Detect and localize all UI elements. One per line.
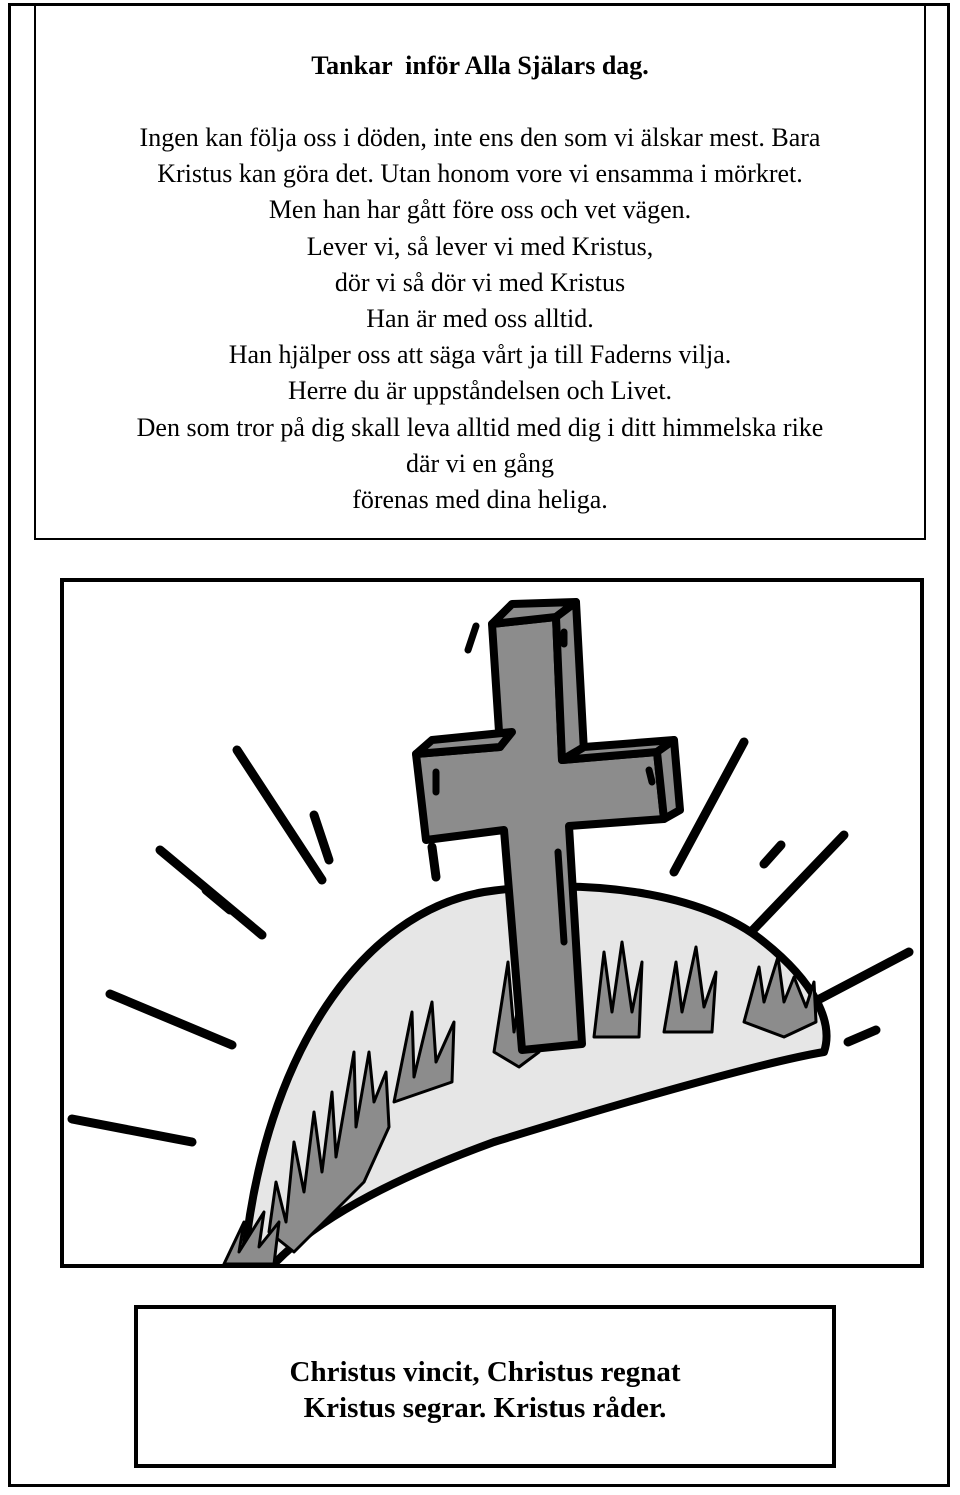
prayer-line: Lever vi, så lever vi med Kristus,	[306, 231, 654, 261]
cross-illustration-frame	[60, 578, 924, 1268]
prayer-line: Ingen kan följa oss i döden, inte ens den som vi älskar mest. Bara	[139, 123, 821, 152]
prayer-line: Herre du är uppståndelsen och Livet.	[287, 376, 673, 406]
prayer-text-box	[34, 3, 926, 540]
prayer-line: Han hjälper oss att säga vårt ja till Faderns vilja.	[228, 340, 732, 370]
prayer-line: Men han har gått före oss och vet vägen.	[268, 195, 692, 225]
prayer-line: Den som tror på dig skall leva alltid med dig i ditt himmelska rike	[136, 412, 824, 442]
motto-box	[134, 1305, 836, 1468]
motto-line-swedish: Kristus segrar. Kristus råder.	[303, 1392, 667, 1424]
motto-line-latin: Christus vincit, Christus regnat	[289, 1356, 681, 1388]
prayer-line: dör vi så dör vi med Kristus	[334, 267, 626, 297]
prayer-line: förenas med dina heliga.	[352, 485, 608, 515]
prayer-line: Han är med oss alltid.	[366, 304, 594, 334]
prayer-line: Kristus kan göra det. Utan honom vore vi ensamma i mörkret.	[157, 159, 803, 189]
motto-text	[138, 1354, 832, 1426]
cross-on-hill-illustration	[64, 582, 920, 1264]
page-title: Tankar inför Alla Själars dag.	[311, 51, 649, 80]
prayer-body	[36, 120, 924, 518]
prayer-line: där vi en gång	[405, 448, 554, 478]
